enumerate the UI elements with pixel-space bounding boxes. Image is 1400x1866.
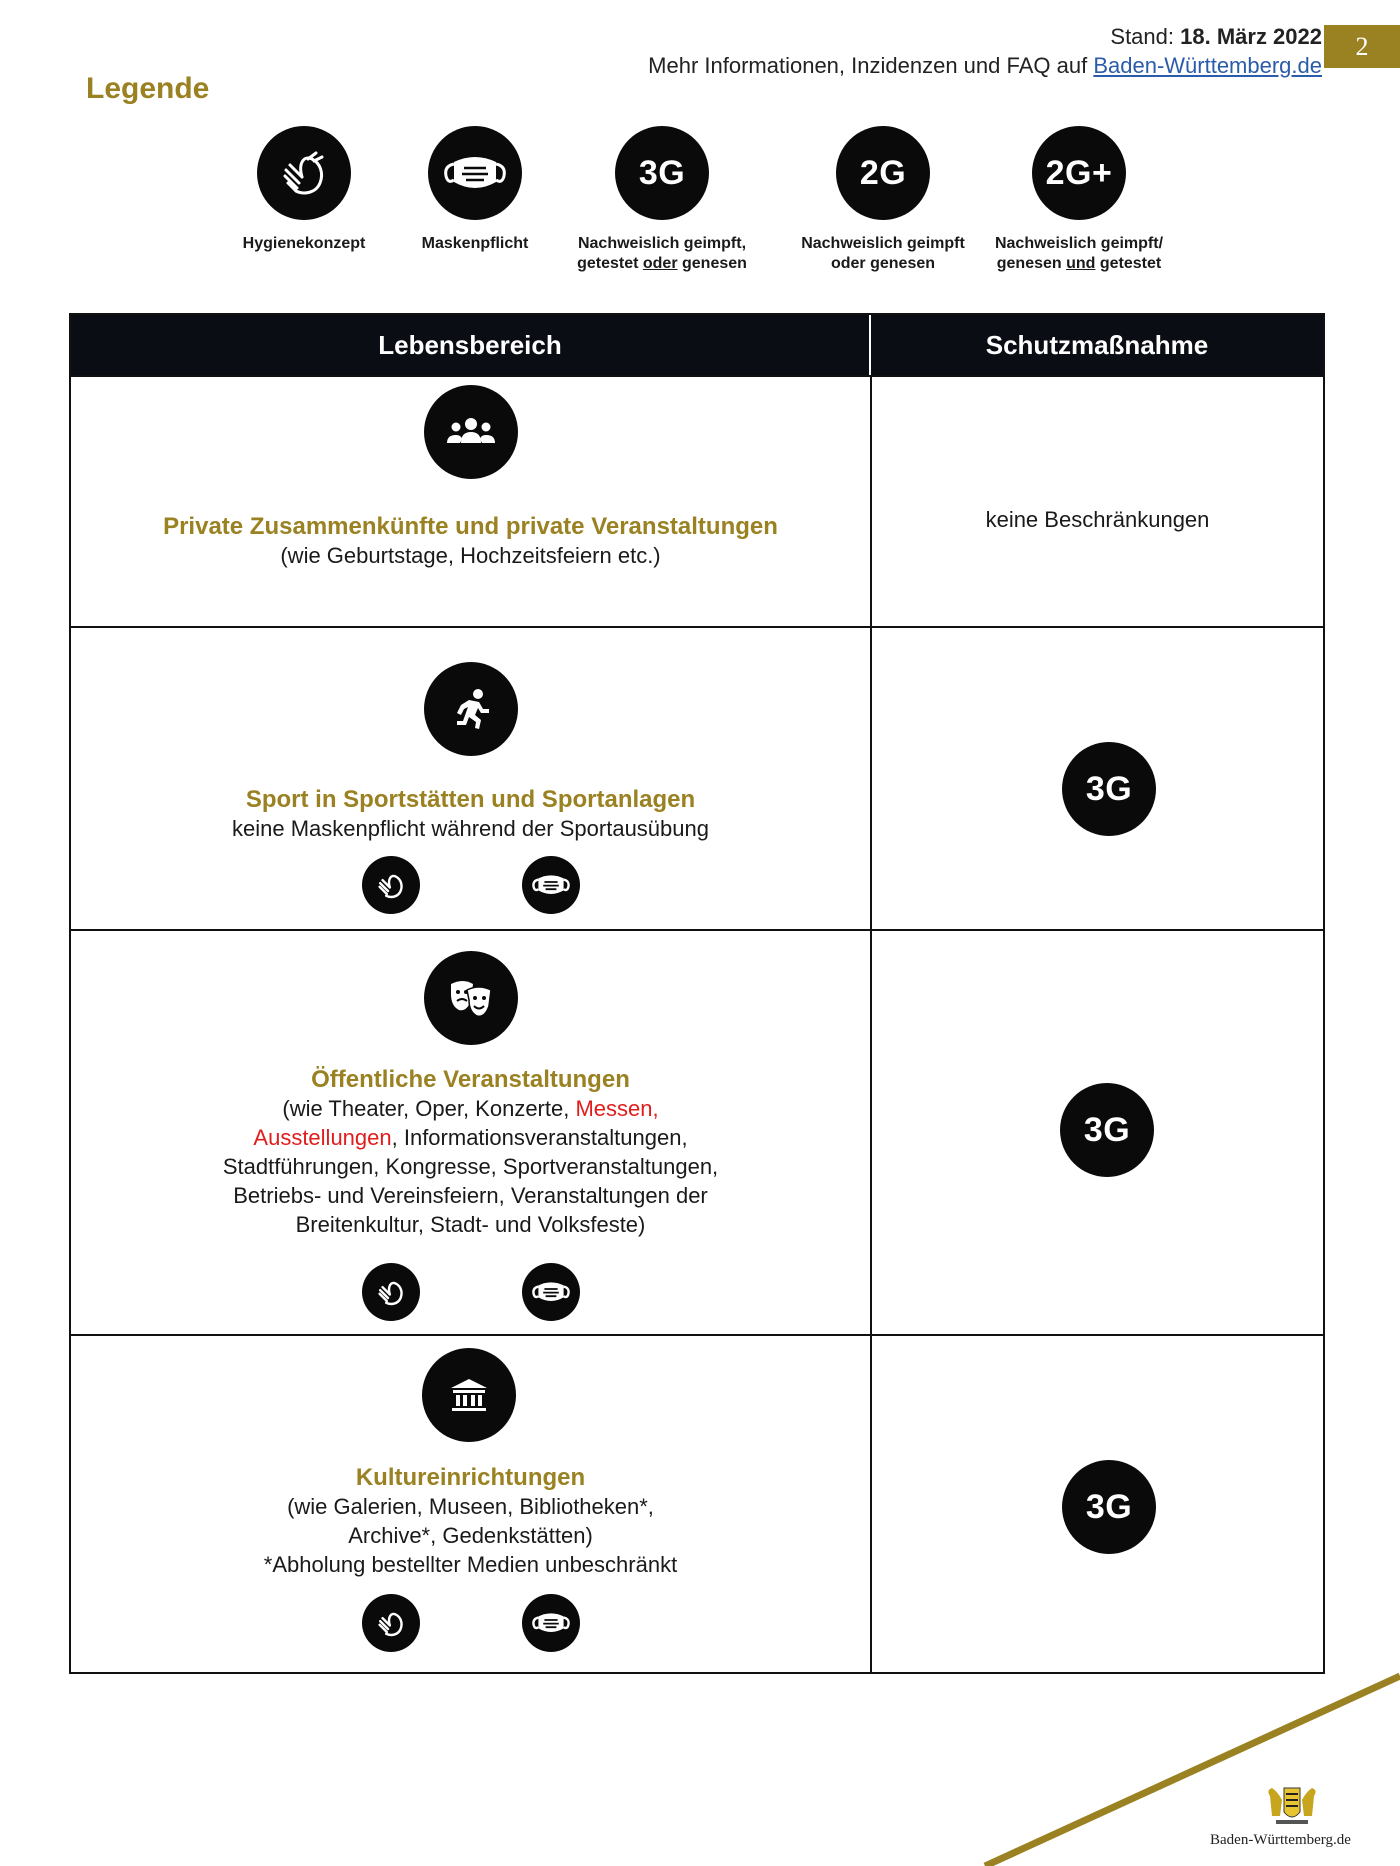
caption-line: Nachweislich geimpft (801, 235, 965, 252)
caption-part: genesen (996, 255, 1067, 272)
caption-line: Nachweislich geimpft, (577, 235, 747, 252)
caption-line: oder genesen (830, 255, 936, 272)
caption-underlined: und (1066, 255, 1096, 272)
caption-part: getestet (577, 255, 643, 272)
column-header-schutzmassnahme: Schutzmaßnahme (985, 329, 1209, 360)
stand-date: 18. März 2022 (1180, 24, 1322, 49)
row-subtitle-line: *Abholung bestellter Medien unbeschränkt (263, 1552, 678, 1577)
page-number: 2 (1324, 25, 1400, 68)
info-text: Mehr Informationen, Inzidenzen und FAQ auf (648, 53, 1088, 78)
legend-caption: Hygienekonzept (242, 235, 366, 252)
row-subtitle-line: Breitenkultur, Stadt- und Volksfeste) (295, 1212, 646, 1237)
caption-underlined: oder (642, 255, 678, 272)
row-subtitle-line: (wie Galerien, Museen, Bibliotheken*, (287, 1494, 654, 1519)
row-subtitle-line: Archive*, Gedenkstätten) (348, 1523, 593, 1548)
row-subtitle: keine Maskenpflicht während der Sportausübung (232, 816, 709, 841)
legend-title: Legende (86, 72, 210, 105)
info-link[interactable]: Baden-Württemberg.de (1093, 53, 1322, 78)
row-title: Kultureinrichtungen (355, 1464, 586, 1491)
caption-part: getestet (1095, 255, 1162, 272)
stand-label: Stand: (1110, 24, 1174, 49)
row-title: Sport in Sportstätten und Sportanlagen (245, 786, 696, 813)
column-header-lebensbereich: Lebensbereich (71, 315, 871, 375)
measure-text: keine Beschränkungen (985, 507, 1210, 532)
subtitle-part: (wie Theater, Oper, Konzerte, (282, 1096, 576, 1121)
badge-label: 3G (1085, 769, 1133, 808)
caption-part: genesen (677, 255, 747, 272)
row-title: Öffentliche Veranstaltungen (311, 1066, 630, 1093)
legend-caption: Maskenpflicht (421, 235, 529, 252)
caption-line: Nachweislich geimpft/ (994, 235, 1164, 252)
row-subtitle-line: Stadtführungen, Kongresse, Sportveranstaltungen, (222, 1154, 719, 1179)
row-subtitle-line: Betriebs- und Vereinsfeiern, Veranstaltungen der (233, 1183, 708, 1208)
badge-label: 3G (638, 153, 686, 192)
subtitle-highlight: Ausstellungen (253, 1125, 392, 1150)
subtitle-part: , Informationsveranstaltungen, (391, 1125, 688, 1150)
coat-of-arms-logo (1262, 1782, 1322, 1830)
badge-label: 3G (1083, 1110, 1131, 1149)
badge-label: 2G+ (1045, 153, 1113, 192)
badge-label: 3G (1085, 1487, 1133, 1526)
row-subtitle: (wie Geburtstage, Hochzeitsfeiern etc.) (280, 543, 661, 568)
badge-label: 2G (859, 153, 907, 192)
subtitle-highlight: Messen, (575, 1096, 659, 1121)
footer-logo-text: Baden-Württemberg.de (1210, 1832, 1351, 1848)
row-title: Private Zusammenkünfte und private Veranstaltungen (163, 513, 778, 540)
